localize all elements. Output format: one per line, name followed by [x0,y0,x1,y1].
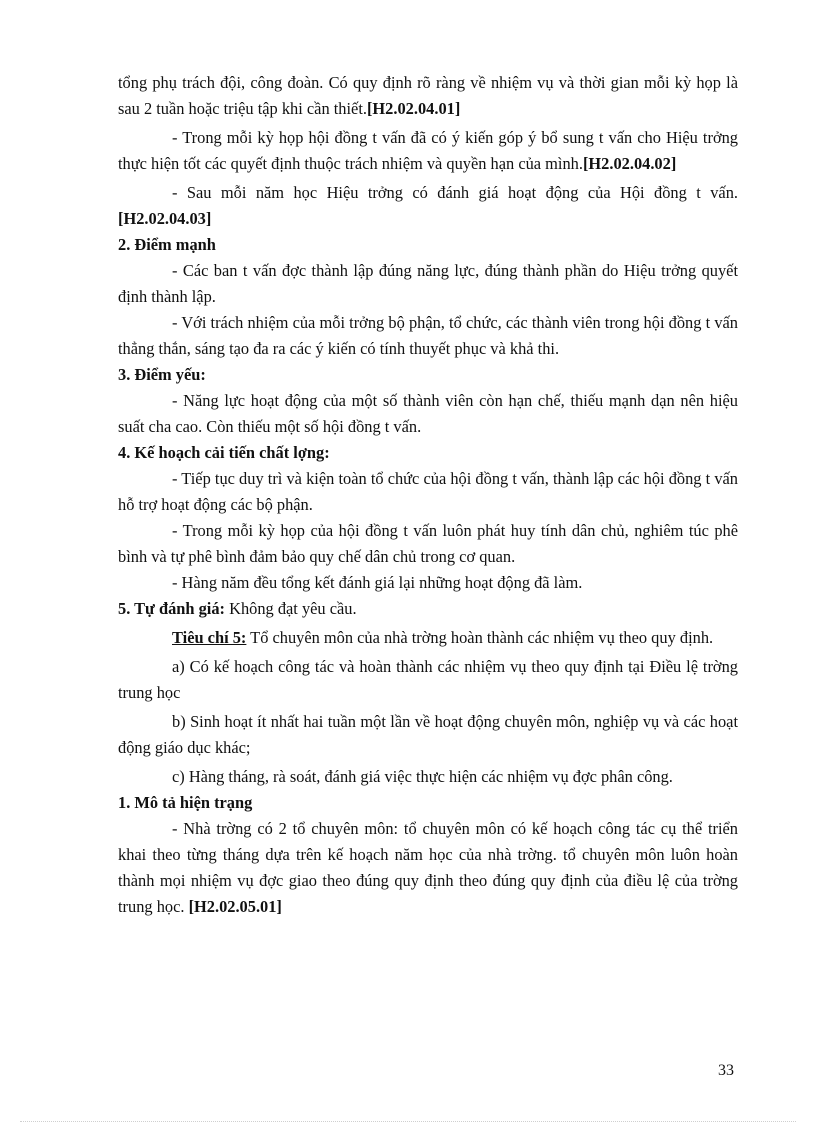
paragraph: - Nhà trờng có 2 tổ chuyên môn: tổ chuyên môn có kế hoạch công tác cụ thể triển khai theo từng tháng dựa trên kế hoạch năm học của nhà trờng. tổ chuyên môn luôn hoàn thành mọi nhiệm vụ đợc giao theo đúng quy định theo đúng quy định của điều lệ của trờng trung học. [H2.02.05.01] [118,819,738,916]
evidence-ref: [H2.02.04.03] [118,209,212,228]
criterion-label: Tiêu chí 5: [172,628,247,647]
section-heading-plan: 4. Kế hoạch cải tiến chất lợng: [118,443,330,462]
paragraph: - Năng lực hoạt động của một số thành viên còn hạn chế, thiếu mạnh dạn nên hiệu suất cha cao. Còn thiếu một số hội đồng t vấn. [118,391,738,436]
evidence-ref: [H2.02.04.01] [366,99,461,118]
paragraph: tổng phụ trách đội, công đoàn. Có quy định rõ ràng về nhiệm vụ và thời gian mỗi kỳ họp là sau 2 tuần hoặc triệu tập khi cần thiết.[H2.02.04.01] [118,73,738,118]
evidence-ref: [H2.02.05.01] [188,897,282,916]
paragraph: - Trong mỗi kỳ họp của hội đồng t vấn luôn phát huy tính dân chủ, nghiêm túc phê bình và tự phê bình đảm bảo quy chế dân chủ trong cơ quan. [118,521,738,566]
criterion-item-b: b) Sinh hoạt ít nhất hai tuần một lần về hoạt động chuyên môn, nghiệp vụ và các hoạt động giáo dục khác; [118,712,738,757]
page-border [20,1121,796,1122]
criterion-item-a: a) Có kế hoạch công tác và hoàn thành các nhiệm vụ theo quy định tại Điều lệ trờng trung học [118,657,738,702]
paragraph: - Sau mỗi năm học Hiệu trởng có đánh giá hoạt động của Hội đồng t vấn.[H2.02.04.03] [118,183,738,228]
section-heading-description: 1. Mô tả hiện trạng [118,793,253,812]
section-heading-self: 5. Tự đánh giá: [118,599,226,618]
page-number: 33 [718,1062,734,1079]
paragraph: - Với trách nhiệm của mỗi trởng bộ phận, tổ chức, các thành viên trong hội đồng t vấn thẳng thắn, sáng tạo đa ra các ý kiến có tính thuyết phục và khả thi. [118,313,738,358]
criterion-item-c: c) Hàng tháng, rà soát, đánh giá việc thực hiện các nhiệm vụ đợc phân công. [172,767,673,786]
paragraph: - Trong mỗi kỳ họp hội đồng t vấn đã có ý kiến góp ý bổ sung t vấn cho Hiệu trởng thực hiện tốt các quyết định thuộc trách nhiệm và quyền hạn của mình.[H2.02.04.02] [118,128,738,173]
document-page [118,70,738,920]
section-heading-strength: 2. Điểm mạnh [118,235,216,254]
paragraph: - Hàng năm đều tổng kết đánh giá lại những hoạt động đã làm. [172,573,583,592]
criterion: Tiêu chí 5: Tổ chuyên môn của nhà trờng hoàn thành các nhiệm vụ theo quy định. [172,628,714,647]
section-heading-weakness: 3. Điểm yếu: [118,365,206,384]
paragraph: - Tiếp tục duy trì và kiện toàn tổ chức của hội đồng t vấn, thành lập các hội đồng t vấn hỗ trợ hoạt động các bộ phận. [118,469,738,514]
paragraph: - Các ban t vấn đợc thành lập đúng năng lực, đúng thành phần do Hiệu trởng quyết định thành lập. [118,261,738,306]
evidence-ref: [H2.02.04.02] [582,154,677,173]
self-assessment: 5. Tự đánh giá: Không đạt yêu cầu. [118,599,357,618]
